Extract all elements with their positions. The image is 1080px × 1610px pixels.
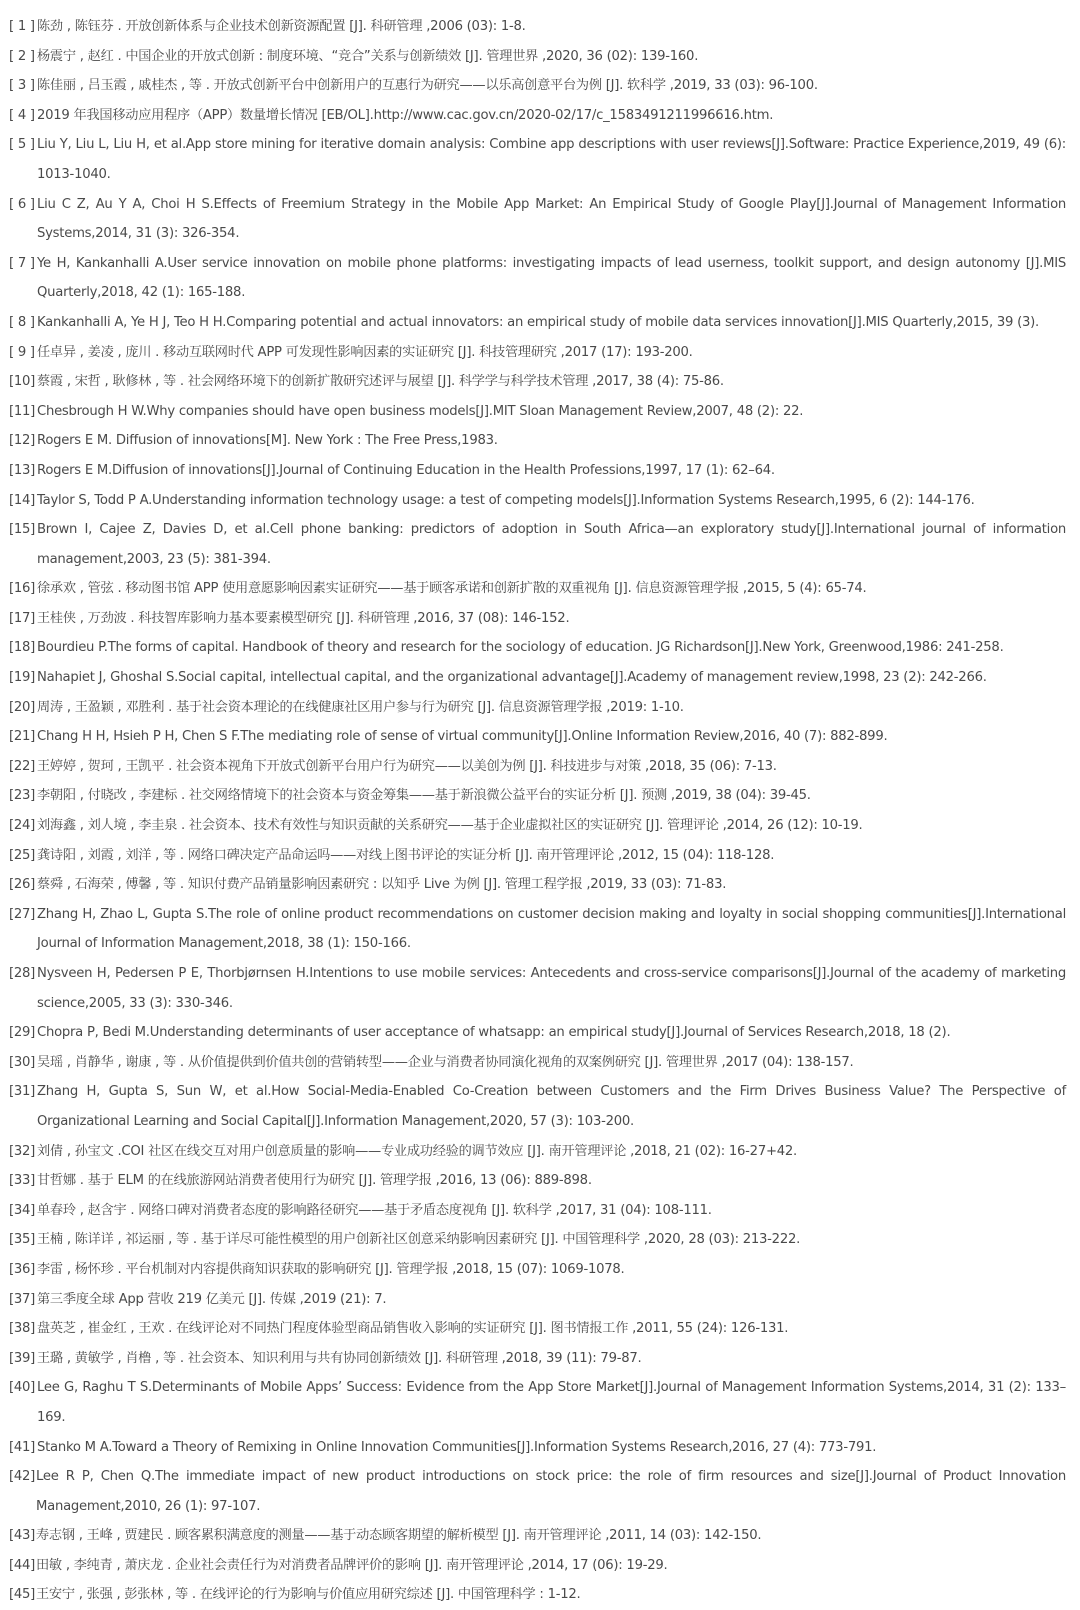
- reference-text: Lee R P, Chen Q.The immediate impact of new product introductions on stock price: the role of firm resources and size[J].Journal of Product Innovation Management,2010, 26 (1): 97-107.: [36, 1469, 1066, 1514]
- reference-number: [18]: [9, 640, 36, 656]
- reference-text: 王楠 , 陈详详 , 祁运丽 , 等 . 基于详尽可能性模型的用户创新社区创意采纳影响因素研究 [J]. 中国管理科学 ,2020, 28 (03): 213-222.: [37, 1232, 801, 1248]
- reference-item: [0, 1521, 1080, 1551]
- reference-number: [36]: [9, 1261, 36, 1277]
- reference-text: Rogers E M.Diffusion of innovations[J].Journal of Continuing Education in the Health Professions,1997, 17 (1): 62–64.: [37, 462, 775, 478]
- reference-text: 徐承欢 , 管弦 . 移动图书馆 APP 使用意愿影响因素实证研究——基于顾客承诺和创新扩散的双重视角 [J]. 信息资源管理学报 ,2015, 5 (4): 65-74.: [37, 581, 867, 597]
- reference-item: [0, 722, 1080, 752]
- reference-number: [45]: [9, 1587, 36, 1603]
- reference-item: [0, 1077, 1080, 1136]
- reference-number: [40]: [9, 1380, 36, 1396]
- reference-number: [ 9 ]: [9, 344, 35, 360]
- reference-text: 第三季度全球 App 营收 219 亿美元 [J]. 传媒 ,2019 (21): 7.: [37, 1291, 387, 1307]
- reference-text: Taylor S, Todd P A.Understanding information technology usage: a test of competing models[J].Information Systems Research,1995, 6 (2): 144-176.: [37, 492, 975, 508]
- reference-text: Liu C Z, Au Y A, Choi H S.Effects of Freemium Strategy in the Mobile App Market: An Empirical Study of Google Play[J].Journal of Management Information Systems,2014, 31 (3): 326-354.: [37, 196, 1066, 242]
- reference-item: [0, 633, 1080, 663]
- reference-text: 盘英芝 , 崔金红 , 王欢 . 在线评论对不同热门程度体验型商品销售收入影响的实证研究 [J]. 图书情报工作 ,2011, 55 (24): 126-131.: [37, 1321, 789, 1337]
- reference-item: [0, 1018, 1080, 1048]
- reference-text: 周涛 , 王盈颖 , 邓胜利 . 基于社会资本理论的在线健康社区用户参与行为研究 [J]. 信息资源管理学报 ,2019: 1-10.: [37, 699, 684, 715]
- reference-number: [16]: [9, 581, 36, 597]
- reference-text: 刘倩 , 孙宝文 .COI 社区在线交互对用户创意质量的影响——专业成功经验的调节效应 [J]. 南开管理评论 ,2018, 21 (02): 16-27+42.: [37, 1143, 797, 1159]
- reference-text: Chesbrough H W.Why companies should have open business models[J].MIT Sloan Management Review,2007, 48 (2): 22.: [37, 403, 804, 419]
- reference-text: Brown I, Cajee Z, Davies D, et al.Cell phone banking: predictors of adoption in South Africa—an exploratory study[J].International journal of information management,2003, 23 (5): 381-394.: [37, 522, 1066, 567]
- reference-item: [0, 1285, 1080, 1315]
- reference-text: Lee G, Raghu T S.Determinants of Mobile Apps’ Success: Evidence from the App Store Market[J].Journal of Management Information Systems,2014, 31 (2): 133–169.: [37, 1380, 1066, 1425]
- reference-text: Liu Y, Liu L, Liu H, et al.App store mining for iterative domain analysis: Combine app descriptions with user reviews[J].Software: Practice Experience,2019, 49 (6): 1013-1040.: [37, 137, 1066, 182]
- reference-number: [ 5 ]: [9, 137, 35, 153]
- reference-text: 刘海鑫 , 刘人境 , 李圭泉 . 社会资本、技术有效性与知识贡献的关系研究——基于企业虚拟社区的实证研究 [J]. 管理评论 ,2014, 26 (12): 10-19.: [37, 818, 863, 834]
- reference-item: [0, 367, 1080, 397]
- reference-item: [0, 1225, 1080, 1255]
- reference-number: [23]: [9, 788, 36, 804]
- reference-item: [0, 486, 1080, 516]
- reference-number: [38]: [9, 1321, 36, 1337]
- reference-number: [14]: [9, 492, 36, 508]
- reference-text: 杨震宁 , 赵红 . 中国企业的开放式创新 : 制度环境、“竞合”关系与创新绩效 [J]. 管理世界 ,2020, 36 (02): 139-160.: [37, 48, 699, 64]
- reference-text: 蔡霞 , 宋哲 , 耿修林 , 等 . 社会网络环境下的创新扩散研究述评与展望 [J]. 科学学与科学技术管理 ,2017, 38 (4): 75-86.: [37, 374, 724, 390]
- reference-number: [21]: [9, 729, 36, 745]
- reference-item: [0, 604, 1080, 634]
- reference-number: [43]: [9, 1528, 36, 1544]
- reference-text: Nahapiet J, Ghoshal S.Social capital, intellectual capital, and the organizational advantage[J].Academy of management review,1998, 23 (2): 242-266.: [37, 670, 987, 686]
- reference-text: 陈佳丽 , 吕玉霞 , 戚桂杰 , 等 . 开放式创新平台中创新用户的互惠行为研究——以乐高创意平台为例 [J]. 软科学 ,2019, 33 (03): 96-100.: [37, 78, 818, 94]
- reference-item: [0, 841, 1080, 871]
- reference-item: [0, 1462, 1080, 1521]
- reference-item: [0, 190, 1080, 249]
- reference-text: Zhang H, Gupta S, Sun W, et al.How Social-Media-Enabled Co-Creation between Customers and the Firm Drives Business Value? The Perspective of Organizational Learning and Social Capital[J].Information Management,2020, 57 (3): 103-200.: [37, 1084, 1066, 1129]
- reference-item: [0, 1166, 1080, 1196]
- reference-item: [0, 900, 1080, 959]
- reference-number: [ 2 ]: [9, 48, 35, 64]
- reference-number: [32]: [9, 1143, 36, 1159]
- reference-number: [34]: [9, 1202, 36, 1218]
- reference-item: [0, 397, 1080, 427]
- reference-item: [0, 12, 1080, 42]
- reference-number: [27]: [9, 906, 36, 922]
- reference-item: [0, 1255, 1080, 1285]
- reference-text: 2019 年我国移动应用程序（APP）数量增长情况 [EB/OL].http://www.cac.gov.cn/2020-02/17/c_1583491211996616.htm.: [37, 107, 774, 123]
- reference-number: [44]: [9, 1557, 36, 1573]
- reference-text: 李雷 , 杨怀珍 . 平台机制对内容提供商知识获取的影响研究 [J]. 管理学报 ,2018, 15 (07): 1069-1078.: [37, 1261, 625, 1277]
- reference-text: Chang H H, Hsieh P H, Chen S F.The mediating role of sense of virtual community[J].Online Information Review,2016, 40 (7): 882-899.: [37, 729, 888, 745]
- reference-number: [13]: [9, 462, 36, 478]
- reference-number: [28]: [9, 966, 36, 981]
- reference-text: 寿志钢 , 王峰 , 贾建民 . 顾客累积满意度的测量——基于动态顾客期望的解析模型 [J]. 南开管理评论 ,2011, 14 (03): 142-150.: [36, 1528, 762, 1544]
- reference-number: [11]: [9, 403, 36, 419]
- reference-text: 李朝阳 , 付晓改 , 李建标 . 社交网络情境下的社会资本与资金筹集——基于新浪微公益平台的实证分析 [J]. 预测 ,2019, 38 (04): 39-45.: [37, 788, 811, 804]
- reference-item: [0, 515, 1080, 574]
- reference-item: [0, 1433, 1080, 1463]
- reference-item: [0, 870, 1080, 900]
- reference-number: [ 7 ]: [9, 255, 35, 271]
- reference-item: [0, 1314, 1080, 1344]
- reference-item: [0, 1551, 1080, 1581]
- reference-item: [0, 249, 1080, 308]
- reference-text: 任卓异 , 姜凌 , 庞川 . 移动互联网时代 APP 可发现性影响因素的实证研究 [J]. 科技管理研究 ,2017 (17): 193-200.: [37, 344, 693, 360]
- reference-number: [10]: [9, 374, 36, 390]
- reference-item: [0, 663, 1080, 693]
- reference-text: 吴瑶 , 肖静华 , 谢康 , 等 . 从价值提供到价值共创的营销转型——企业与消费者协同演化视角的双案例研究 [J]. 管理世界 ,2017 (04): 138-157.: [37, 1054, 854, 1070]
- reference-item: [0, 781, 1080, 811]
- reference-number: [30]: [9, 1054, 36, 1070]
- reference-number: [ 8 ]: [9, 314, 35, 330]
- reference-number: [19]: [9, 670, 36, 686]
- reference-item: [0, 811, 1080, 841]
- reference-item: [0, 693, 1080, 723]
- reference-item: [0, 1196, 1080, 1226]
- reference-item: [0, 130, 1080, 189]
- reference-number: [ 4 ]: [9, 107, 35, 123]
- reference-number: [24]: [9, 818, 36, 834]
- reference-text: Nysveen H, Pedersen P E, Thorbjørnsen H.Intentions to use mobile services: Antecedents and cross-service comparisons[J].Journal of the academy of marketing science,2005, 33 (3): 330-346.: [37, 966, 1066, 1011]
- reference-item: [0, 338, 1080, 368]
- reference-number: [42]: [9, 1469, 36, 1485]
- reference-number: [ 1 ]: [9, 19, 35, 34]
- reference-text: Chopra P, Bedi M.Understanding determinants of user acceptance of whatsapp: an empirical study[J].Journal of Services Research,2018, 18 (2).: [37, 1025, 951, 1041]
- reference-item: [0, 1048, 1080, 1078]
- reference-text: 单春玲 , 赵含宇 . 网络口碑对消费者态度的影响路径研究——基于矛盾态度视角 [J]. 软科学 ,2017, 31 (04): 108-111.: [37, 1202, 712, 1218]
- reference-item: [0, 426, 1080, 456]
- reference-number: [39]: [9, 1350, 36, 1366]
- reference-text: 王桂侠 , 万劲波 . 科技智库影响力基本要素模型研究 [J]. 科研管理 ,2016, 37 (08): 146-152.: [37, 610, 570, 626]
- reference-item: [0, 1344, 1080, 1374]
- reference-number: [29]: [9, 1025, 36, 1041]
- reference-text: Ye H, Kankanhalli A.User service innovation on mobile phone platforms: investigating impacts of lead userness, toolkit support, and design autonomy [J].MIS Quarterly,2018, 42 (1): 165-188.: [37, 255, 1066, 301]
- reference-item: [0, 1137, 1080, 1167]
- reference-text: Rogers E M. Diffusion of innovations[M]. New York : The Free Press,1983.: [37, 433, 498, 449]
- reference-text: 田敏 , 李纯青 , 萧庆龙 . 企业社会责任行为对消费者品牌评价的影响 [J]. 南开管理评论 ,2014, 17 (06): 19-29.: [36, 1557, 668, 1573]
- reference-number: [31]: [9, 1084, 36, 1100]
- reference-number: [22]: [9, 758, 36, 774]
- reference-text: 王璐 , 黄敏学 , 肖橹 , 等 . 社会资本、知识利用与共有协同创新绩效 [J]. 科研管理 ,2018, 39 (11): 79-87.: [37, 1350, 642, 1366]
- reference-text: 王婷婷 , 贺珂 , 王凯平 . 社会资本视角下开放式创新平台用户行为研究——以美创为例 [J]. 科技进步与对策 ,2018, 35 (06): 7-13.: [37, 758, 777, 774]
- reference-number: [35]: [9, 1232, 36, 1248]
- reference-item: [0, 42, 1080, 72]
- reference-item: [0, 71, 1080, 101]
- reference-number: [15]: [9, 522, 36, 538]
- reference-number: [ 3 ]: [9, 78, 35, 94]
- reference-text: 龚诗阳 , 刘霞 , 刘洋 , 等 . 网络口碑决定产品命运吗——对线上图书评论的实证分析 [J]. 南开管理评论 ,2012, 15 (04): 118-128.: [37, 847, 775, 863]
- reference-item: [0, 456, 1080, 486]
- reference-number: [33]: [9, 1173, 36, 1189]
- reference-text: Stanko M A.Toward a Theory of Remixing in Online Innovation Communities[J].Information Systems Research,2016, 27 (4): 773-791.: [37, 1439, 877, 1455]
- reference-item: [0, 101, 1080, 131]
- reference-item: [0, 574, 1080, 604]
- reference-item: [0, 308, 1080, 338]
- reference-number: [ 6 ]: [9, 196, 35, 212]
- reference-text: 甘哲娜 . 基于 ELM 的在线旅游网站消费者使用行为研究 [J]. 管理学报 ,2016, 13 (06): 889-898.: [37, 1173, 592, 1189]
- reference-text: Zhang H, Zhao L, Gupta S.The role of online product recommendations on customer decision making and loyalty in social shopping communities[J].International Journal of Information Management,2018, 38 (1): 150-166.: [37, 906, 1066, 952]
- reference-text: Bourdieu P.The forms of capital. Handbook of theory and research for the sociology of education. JG Richardson[J].New York, Greenwood,1986: 241-258.: [37, 640, 1004, 656]
- reference-number: [25]: [9, 847, 36, 863]
- reference-number: [41]: [9, 1439, 36, 1455]
- reference-item: [0, 959, 1080, 1018]
- reference-number: [20]: [9, 699, 36, 715]
- reference-text: 陈劲 , 陈钰芬 . 开放创新体系与企业技术创新资源配置 [J]. 科研管理 ,2006 (03): 1-8.: [37, 19, 526, 34]
- reference-number: [12]: [9, 433, 36, 449]
- reference-number: [17]: [9, 610, 36, 626]
- reference-text: 蔡舜 , 石海荣 , 傅馨 , 等 . 知识付费产品销量影响因素研究 : 以知乎 Live 为例 [J]. 管理工程学报 ,2019, 33 (03): 71-83.: [37, 877, 727, 893]
- reference-text: 王安宁 , 张强 , 彭张林 , 等 . 在线评论的行为影响与价值应用研究综述 [J]. 中国管理科学 : 1-12.: [36, 1587, 581, 1603]
- reference-item: [0, 752, 1080, 782]
- reference-item: [0, 1373, 1080, 1432]
- reference-item: [0, 1580, 1080, 1610]
- reference-number: [37]: [9, 1291, 36, 1307]
- reference-text: Kankanhalli A, Ye H J, Teo H H.Comparing potential and actual innovators: an empirical study of mobile data services innovation[J].MIS Quarterly,2015, 39 (3).: [37, 314, 1039, 330]
- reference-number: [26]: [9, 877, 36, 893]
